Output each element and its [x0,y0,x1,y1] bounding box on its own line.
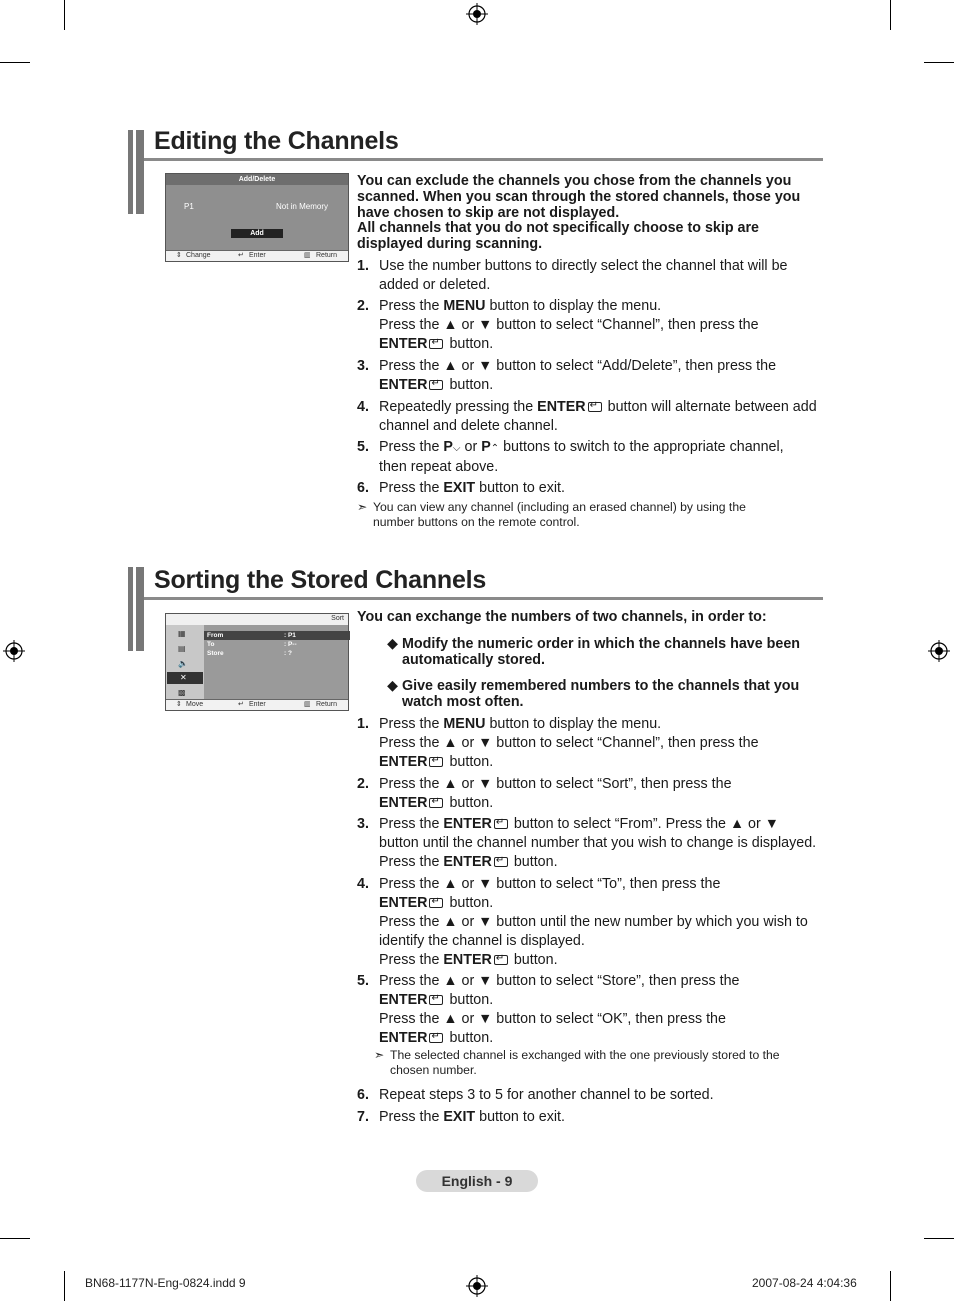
section-title: Sorting the Stored Channels [154,566,487,594]
step-text: button. [445,336,494,352]
registration-mark-icon [928,640,950,662]
section-bar [128,130,144,214]
step-text: button to display the menu. [485,298,662,314]
enter-icon: ↵ [238,252,244,259]
registration-mark-icon [466,1275,488,1297]
osd-footer-move: Move [186,701,204,708]
section-rule [144,158,823,161]
step [357,357,827,395]
section1-intro [357,174,817,253]
crop-mark [924,62,954,63]
print-datetime: 2007-08-24 4:04:36 [752,1276,857,1290]
picture-icon: ▤ [178,644,186,653]
channel-down-icon: ⌵ [452,443,461,454]
crop-mark [924,1238,954,1239]
step-text: then repeat above. [379,459,499,475]
step [357,1086,827,1105]
section-title: Editing the Channels [154,127,399,155]
step [357,479,827,498]
intro-line: scanned. When you scan through the stored channels, those you [357,188,801,205]
osd-footer-enter: Enter [249,252,266,259]
section-rule [144,597,823,600]
bullet-item [387,637,817,669]
step-text: Press the ▲ or ▼ button to select “Store”, then press the [379,973,740,989]
step-text: button to select “From”. Press the ▲ or ▼ [509,816,779,832]
enter-icon [494,857,508,867]
note-text: number buttons on the remote control. [373,515,580,529]
enter-key: ENTER [443,952,492,968]
return-icon: ▥ [304,701,311,708]
enter-key: ENTER [379,754,428,770]
intro-line: You can exclude the channels you chose from the channels you [357,173,792,189]
updown-icon: ⇕ [176,252,182,259]
move-icon: ⇕ [176,701,182,708]
crop-mark [64,0,65,30]
step-text: Press the [379,952,444,968]
step-text: Press the [379,480,444,496]
step-text: button. [445,895,494,911]
step-text: button. [445,1030,494,1046]
step-text: Press the ▲ or ▼ button to select “OK”, then press the [379,1011,726,1027]
step-text: button will alternate between add [603,399,817,415]
crop-mark [890,0,891,30]
osd-footer-return: Return [316,252,338,259]
enter-icon [429,757,443,767]
step-text: Press the ▲ or ▼ button to select “Channel”, then press the [379,735,759,751]
enter-icon [429,995,443,1005]
osd-add-delete-screen [165,173,349,262]
step-text: Press the ▲ or ▼ button until the new number by which you wish to [379,914,808,930]
step-text: Press the ▲ or ▼ button to select “Channel”, then press the [379,317,759,333]
step [357,257,827,295]
diamond-bullet-icon: ◆ [387,636,398,652]
step-text: Press the ▲ or ▼ button to select “To”, then press the [379,876,721,892]
step [357,715,827,772]
crop-mark [0,62,30,63]
enter-icon [494,955,508,965]
enter-key: ENTER [379,895,428,911]
osd-row-value: : P-- [284,641,297,648]
osd-footer-return: Return [316,701,338,708]
step-text: added or deleted. [379,277,491,293]
note [357,500,746,530]
step-text: button. [445,992,494,1008]
step-text: button to display the menu. [485,716,662,732]
bullet-item [387,679,817,711]
enter-key: ENTER [379,336,428,352]
step-text: Press the [379,298,444,314]
step-text: button. [445,377,494,393]
osd-footer-enter: Enter [249,701,266,708]
step-number: 3. [357,816,369,832]
enter-key: ENTER [379,1030,428,1046]
step-number: 4. [357,399,369,415]
note-arrow-icon: ➣ [357,500,368,514]
note-text: The selected channel is exchanged with the one previously stored to the [390,1048,780,1062]
note-text: You can view any channel (including an erased channel) by using the [373,500,746,514]
step-number: 5. [357,973,369,989]
step-number: 7. [357,1109,369,1125]
step-text: Press the [379,1109,444,1125]
osd-footer [166,699,348,710]
step [357,875,827,970]
enter-key: ENTER [443,816,492,832]
step [357,775,827,813]
registration-mark-icon [3,640,25,662]
step-number: 1. [357,258,369,274]
intro-line: have chosen to skip are not displayed. [357,204,620,221]
step-text: Use the number buttons to directly select the channel that will be [379,258,788,274]
return-icon: ▥ [304,252,311,259]
step-number: 2. [357,776,369,792]
note-text: chosen number. [390,1063,477,1077]
step-text: button to exit. [475,480,565,496]
step-number: 1. [357,716,369,732]
exit-key: EXIT [443,1109,476,1125]
channel-up-icon: ⌃ [490,443,500,454]
intro-line: All channels that you do not specifically choose to skip are [357,220,759,237]
osd-header: Add/Delete [166,174,348,185]
step-number: 6. [357,480,369,496]
step-text: Press the [379,439,444,455]
enter-icon [429,1033,443,1043]
bullet-text: automatically stored. [402,651,546,668]
note-arrow-icon: ➣ [374,1048,385,1062]
osd-row-value: : P1 [284,632,296,639]
osd-row-label: To [207,641,215,648]
step-number: 5. [357,439,369,455]
setup-icon: ▩ [178,688,186,697]
step-text: Repeat steps 3 to 5 for another channel to be sorted. [379,1087,714,1103]
osd-row-value: : ? [284,650,292,657]
step-text: Press the [379,854,444,870]
bullet-text: Give easily remembered numbers to the channels that you [402,678,800,694]
diamond-bullet-icon: ◆ [387,678,398,694]
menu-key: MENU [443,298,486,314]
step [357,815,827,872]
enter-icon [429,798,443,808]
step [357,398,827,436]
osd-footer [166,250,348,261]
step-text: channel and delete channel. [379,418,558,434]
osd-row-label: Store [207,650,224,657]
intro-line: displayed during scanning. [357,236,543,253]
crop-mark [64,1271,65,1301]
osd-footer-change: Change [186,252,211,259]
step-text: button. [509,952,558,968]
step-number: 3. [357,358,369,374]
enter-key: ENTER [443,854,492,870]
sound-icon: 🔈 [178,659,188,668]
enter-icon [429,339,443,349]
page-number-badge: English - 9 [416,1170,538,1192]
step [357,438,827,477]
step-text: button. [509,854,558,870]
p-key: P [481,439,491,455]
enter-icon [429,380,443,390]
step-text: identify the channel is displayed. [379,933,585,949]
p-key: P [443,439,453,455]
section-bar [128,567,144,651]
section2-intro: You can exchange the numbers of two channels, in order to: [357,609,767,625]
enter-icon: ↵ [238,701,244,708]
osd-sort-screen [165,613,349,711]
crop-mark [0,1238,30,1239]
osd-channel: P1 [184,202,194,211]
enter-icon [494,819,508,829]
file-name: BN68-1177N-Eng-0824.indd 9 [85,1276,246,1290]
enter-key: ENTER [537,399,586,415]
step-text: Press the [379,816,444,832]
enter-key: ENTER [379,992,428,1008]
crop-mark [890,1271,891,1301]
bullet-text: watch most often. [402,693,524,710]
step-number: 2. [357,298,369,314]
note [374,1048,780,1078]
bullet-text: Modify the numeric order in which the channels have been [402,636,801,652]
step-text: button. [445,754,494,770]
enter-icon [429,898,443,908]
step-text: Press the [379,716,444,732]
osd-add-button: Add [231,229,283,238]
step [357,297,827,354]
enter-key: ENTER [379,377,428,393]
step-text: button. [445,795,494,811]
enter-icon [588,402,602,412]
input-icon: ▦ [178,629,186,638]
step-text: button until the channel number that you wish to change is displayed. [379,835,817,851]
step-text: Press the ▲ or ▼ button to select “Sort”, then press the [379,776,732,792]
step-text: buttons to switch to the appropriate channel, [499,439,784,455]
osd-row-label: From [207,632,224,639]
step [357,1108,827,1127]
exit-key: EXIT [443,480,476,496]
step [357,972,827,1048]
step-text: or [460,439,482,455]
enter-key: ENTER [379,795,428,811]
step-text: button to exit. [475,1109,565,1125]
menu-key: MENU [443,716,486,732]
osd-status: Not in Memory [275,202,328,211]
step-text: Press the ▲ or ▼ button to select “Add/Delete”, then press the [379,358,777,374]
registration-mark-icon [466,3,488,25]
step-text: Repeatedly pressing the [379,399,538,415]
step-number: 6. [357,1087,369,1103]
channel-icon: ✕ [180,673,187,682]
step-number: 4. [357,876,369,892]
osd-header: Sort [331,615,344,622]
